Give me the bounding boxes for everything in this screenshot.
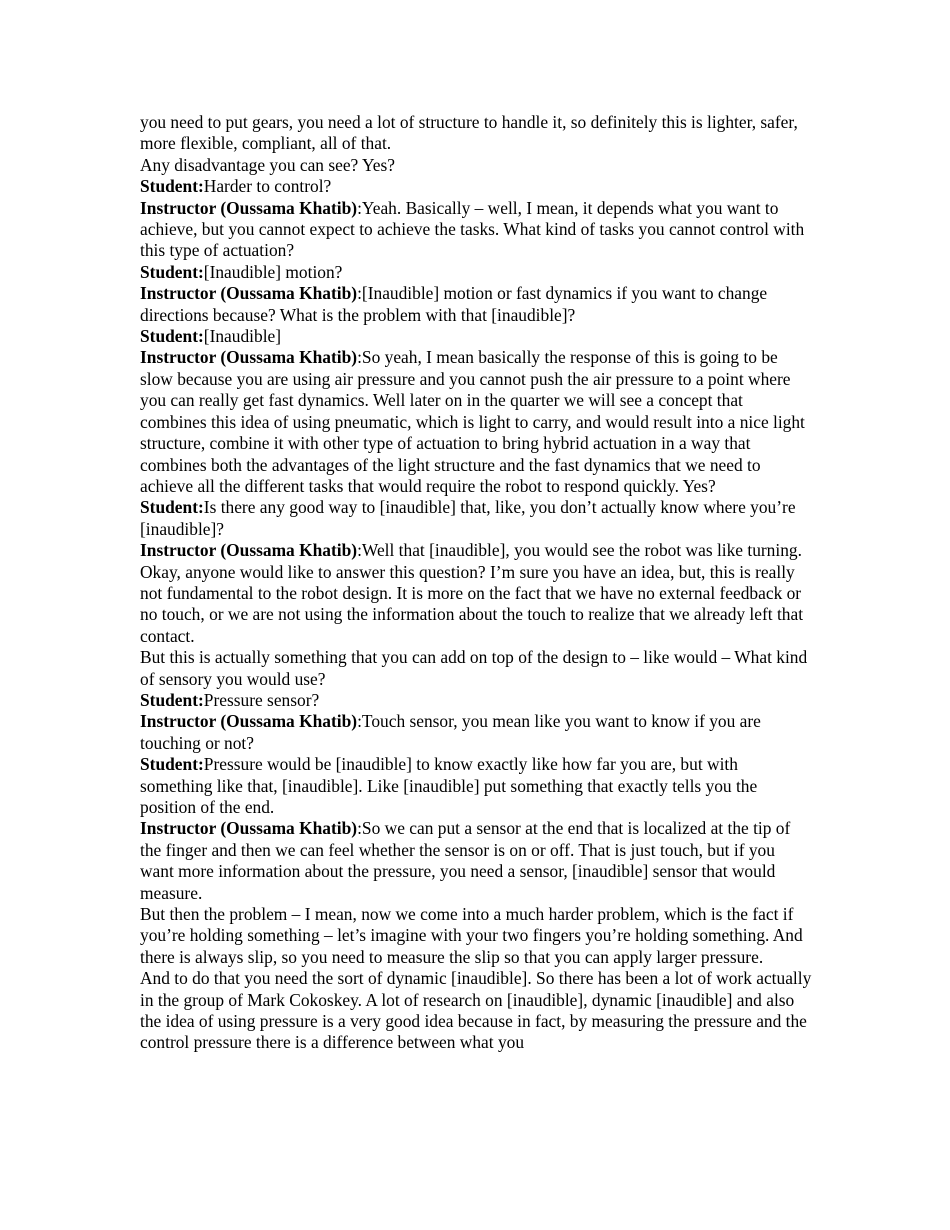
speaker-name: Instructor (Oussama Khatib): [140, 347, 358, 368]
speaker-separator: :: [357, 711, 362, 732]
speaker-separator: :: [357, 347, 362, 368]
paragraph-text: But then the problem – I mean, now we come into a much harder problem, which is the fact if you’re holding something – let’s imagine with your two fingers you’re holding something. And there is always slip, so you need to measure the slip so that you can apply larger pressure.: [140, 904, 803, 967]
paragraph-text: But this is actually something that you can add on top of the design to – like would – What kind of sensory you would use?: [140, 647, 808, 689]
paragraph-text: Touch sensor, you mean like you want to know if you are touching or not?: [140, 711, 761, 753]
paragraph-text: So we can put a sensor at the end that is localized at the tip of the finger and then we can feel whether the sensor is on or off. That is just touch, but if you want more information about the pressure, you need a sensor, [inaudible] sensor that would measure.: [140, 818, 791, 903]
paragraph-text: Pressure would be [inaudible] to know exactly like how far you are, but with something like that, [inaudible]. Like [inaudible] put something that exactly tells you the position of the end.: [140, 754, 758, 817]
transcript-paragraph: [140, 326, 812, 347]
transcript-paragraph: [140, 155, 812, 176]
paragraph-text: And to do that you need the sort of dynamic [inaudible]. So there has been a lot of work actually in the group of Mark Cokoskey. A lot of research on [inaudible], dynamic [inaudible] and also the idea of using pressure is a very good idea because in fact, by measuring the pressure and the control pressure there is a difference between what you: [140, 968, 812, 1053]
paragraph-text: Well that [inaudible], you would see the robot was like turning. Okay, anyone would like to answer this question? I’m sure you have an idea, but, this is really not fundamental to the robot design. It is more on the fact that we have no external feedback or no touch, or we are not using the information about the touch to realize that we already left that contact.: [140, 540, 804, 646]
transcript-paragraph: [140, 904, 812, 968]
paragraph-text: Is there any good way to [inaudible] that, like, you don’t actually know where you’re [inaudible]?: [140, 497, 796, 539]
speaker-name: Student:: [140, 176, 204, 197]
speaker-name: Student:: [140, 326, 204, 347]
speaker-name: Student:: [140, 754, 204, 775]
speaker-separator: :: [357, 197, 362, 218]
speaker-separator: :: [357, 540, 362, 561]
paragraph-text: [Inaudible] motion?: [203, 261, 343, 282]
paragraph-text: Pressure sensor?: [203, 689, 320, 710]
transcript-paragraph: [140, 262, 812, 283]
document-page: [140, 112, 812, 1054]
transcript-paragraph: [140, 818, 812, 904]
paragraph-text: [Inaudible]: [203, 326, 282, 347]
speaker-name: Instructor (Oussama Khatib): [140, 540, 358, 561]
paragraph-text: Yeah. Basically – well, I mean, it depends what you want to achieve, but you cannot expect to achieve the tasks. What kind of tasks you cannot control with this type of actuation?: [140, 197, 805, 261]
paragraph-text: So yeah, I mean basically the response of this is going to be slow because you are using air pressure and you cannot push the air pressure to a point where you can really get fast dynamics. Well later on in the quarter we will see a concept that combines this idea of using pneumatic, which is light to carry, and would result into a nice light structure, combine it with other type of actuation to bring hybrid actuation in a way that combines both the advantages of the light structure and the fast dynamics that we need to achieve all the different tasks that would require the robot to respond quickly. Yes?: [140, 347, 805, 496]
transcript-paragraph: [140, 497, 812, 540]
transcript-paragraph: [140, 112, 812, 155]
speaker-name: Student:: [140, 261, 204, 282]
transcript-paragraph: [140, 711, 812, 754]
speaker-name: Instructor (Oussama Khatib): [140, 711, 358, 732]
paragraph-text: you need to put gears, you need a lot of structure to handle it, so definitely this is lighter, safer, more flexible, compliant, all of that.: [140, 112, 798, 154]
paragraph-text: [Inaudible] motion or fast dynamics if you want to change directions because? What is the problem with that [inaudible]?: [140, 283, 768, 325]
transcript-paragraph: [140, 198, 812, 262]
speaker-separator: :: [357, 818, 362, 839]
speaker-name: Instructor (Oussama Khatib): [140, 818, 358, 839]
transcript-paragraph: [140, 283, 812, 326]
paragraph-text: Harder to control?: [203, 176, 332, 197]
transcript-paragraph: [140, 176, 812, 197]
speaker-name: Instructor (Oussama Khatib): [140, 197, 358, 218]
transcript-paragraph: [140, 347, 812, 497]
paragraph-text: Any disadvantage you can see? Yes?: [140, 154, 395, 175]
speaker-separator: :: [357, 283, 362, 304]
transcript-paragraph: [140, 968, 812, 1054]
speaker-name: Instructor (Oussama Khatib): [140, 283, 358, 304]
transcript-paragraph: [140, 647, 812, 690]
speaker-name: Student:: [140, 689, 204, 710]
transcript-paragraph: [140, 540, 812, 647]
transcript-paragraph: [140, 690, 812, 711]
transcript-paragraph: [140, 754, 812, 818]
speaker-name: Student:: [140, 497, 204, 518]
